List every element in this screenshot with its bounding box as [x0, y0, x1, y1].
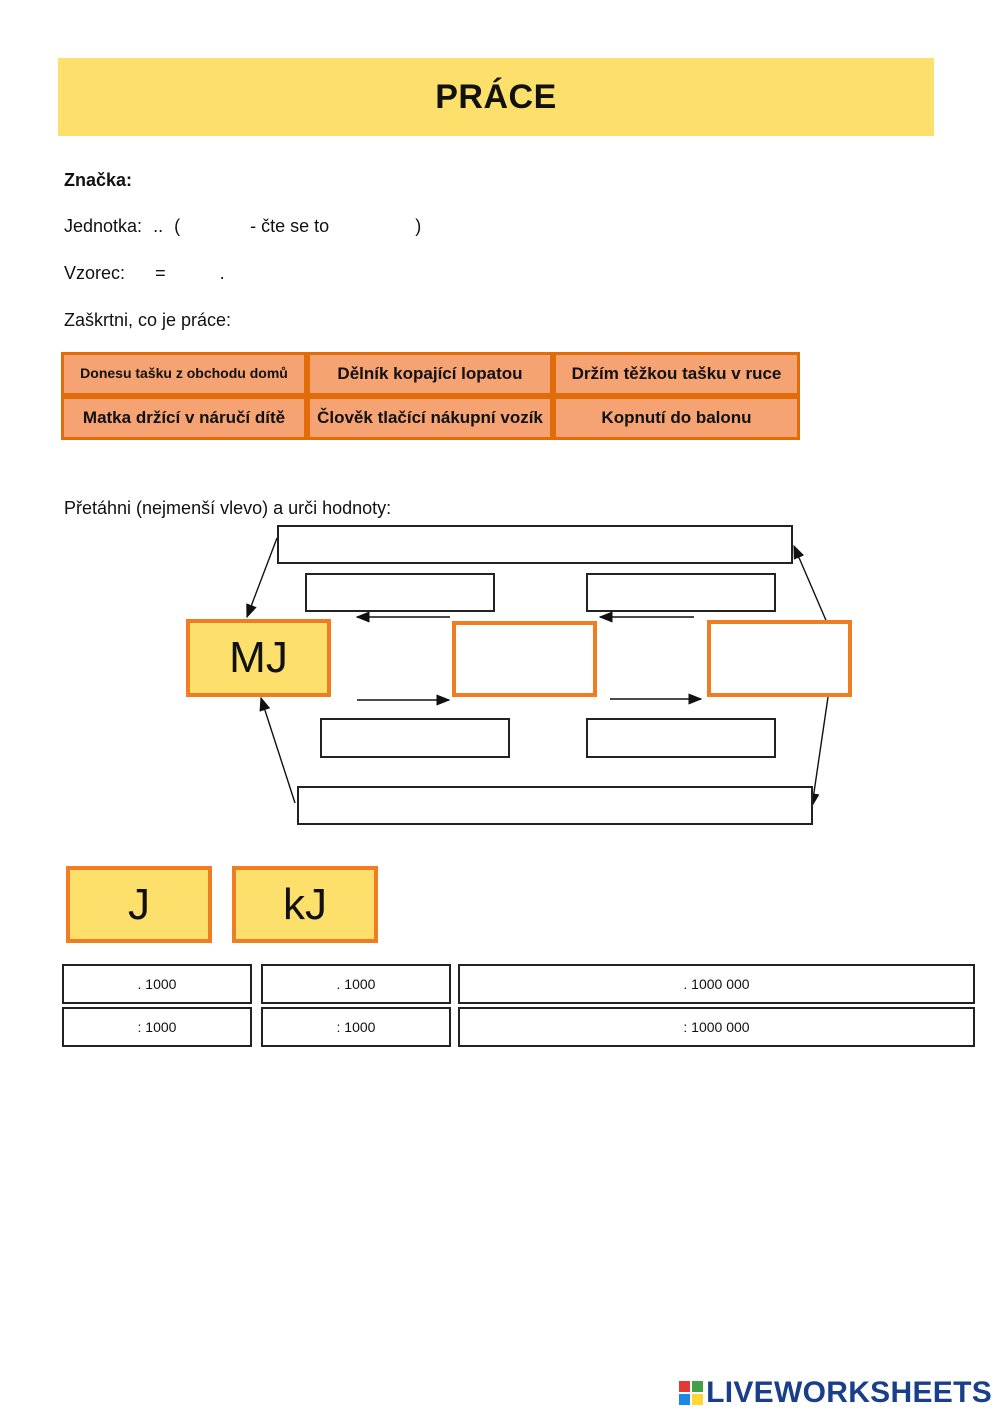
factor-tile[interactable]: : 1000 [62, 1007, 252, 1047]
drop-bottom-long[interactable] [297, 786, 813, 825]
unit-drop-middle[interactable] [452, 621, 597, 697]
drop-lower-right[interactable] [586, 718, 776, 758]
brand-logo [679, 1376, 992, 1410]
check-instruction: Zaškrtni, co je práce: [64, 310, 232, 330]
arrow-bottom-left [261, 698, 295, 803]
unit-open-paren: ( [174, 216, 181, 236]
draggable-unit-kj[interactable] [232, 866, 378, 943]
factor-tile[interactable]: . 1000 [62, 964, 252, 1004]
unit-j-text: J [128, 879, 150, 929]
drag-instruction: Přetáhni (nejmenší vlevo) a urči hodnoty: [64, 498, 392, 518]
factor-tile[interactable]: : 1000 [261, 1007, 451, 1047]
unit-drop-right[interactable] [707, 620, 852, 697]
unit-label: Jednotka: [64, 216, 143, 236]
choice-option[interactable]: Donesu tašku z obchodu domů [61, 352, 307, 396]
drop-lower-left[interactable] [320, 718, 510, 758]
choice-option[interactable]: Držím těžkou tašku v ruce [553, 352, 800, 396]
symbol-label: Značka: [64, 170, 133, 190]
arrow-top-left [247, 538, 277, 617]
formula-label: Vzorec: [64, 263, 126, 283]
drop-top-long[interactable] [277, 525, 793, 564]
unit-close-paren: ) [415, 216, 422, 236]
choice-option[interactable]: Člověk tlačící nákupní vozík [307, 396, 553, 440]
choice-option[interactable]: Matka držící v náručí dítě [61, 396, 307, 440]
page-title: PRÁCE [435, 77, 557, 116]
brand-logo-text: LIVEWORKSHEETS [706, 1376, 992, 1409]
arrow-top-right [794, 546, 828, 625]
factor-tile[interactable]: . 1000 000 [458, 964, 975, 1004]
unit-box-mj [186, 619, 331, 697]
draggable-unit-j[interactable] [66, 866, 212, 943]
factor-tile[interactable]: . 1000 [261, 964, 451, 1004]
factor-tile[interactable]: : 1000 000 [458, 1007, 975, 1047]
unit-kj-text: kJ [283, 879, 327, 929]
choice-option[interactable]: Kopnutí do balonu [553, 396, 800, 440]
liveworksheets-logo-icon [679, 1381, 703, 1405]
choice-option[interactable]: Dělník kopající lopatou [307, 352, 553, 396]
formula-equals: = [155, 263, 166, 283]
unit-reads-label: - čte se to [250, 216, 330, 236]
drop-upper-right[interactable] [586, 573, 776, 612]
drop-upper-left[interactable] [305, 573, 495, 612]
formula-dot: . [219, 263, 225, 283]
arrow-bottom-right [812, 697, 828, 806]
unit-mj-text: MJ [229, 633, 288, 682]
unit-answer-dots: .. [153, 216, 164, 236]
